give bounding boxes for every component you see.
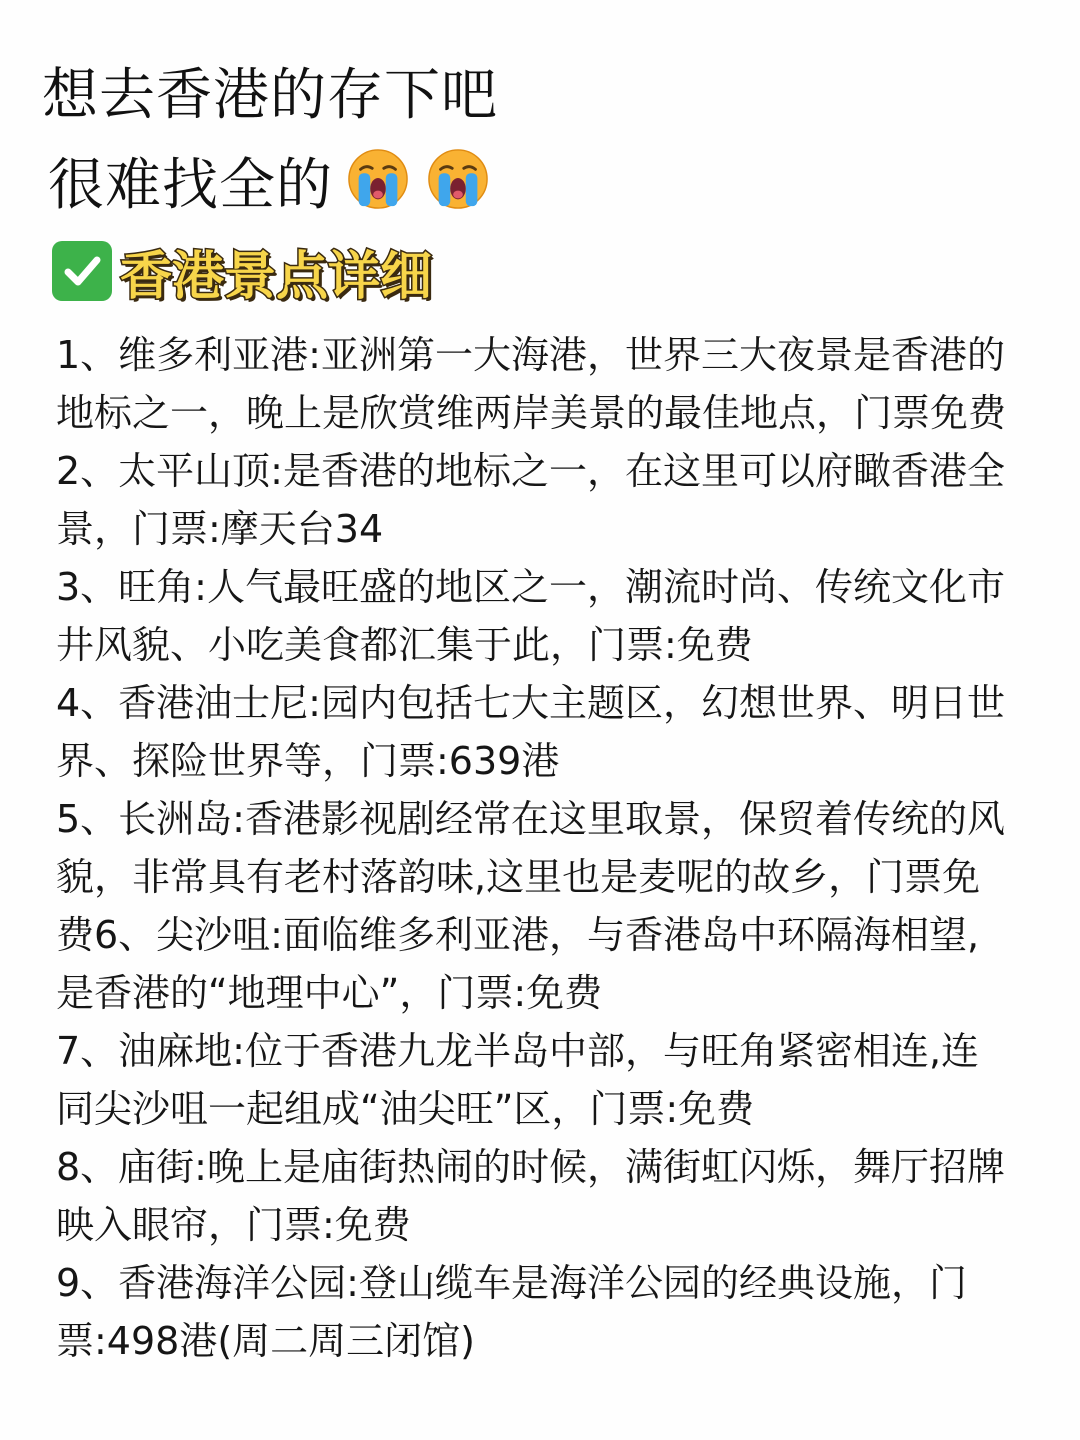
section-title: 香港景点详细 bbox=[120, 246, 433, 307]
list-item: 3、旺角:人气最旺盛的地区之一，潮流时尚、传统文化市井风貌、小吃美食都汇集于此，门票:免费 bbox=[56, 565, 1005, 667]
list-item: 9、香港海洋公园:登山缆车是海洋公园的经典设施，门票:498港(周二周三闭馆) bbox=[56, 1261, 967, 1363]
page-title-line-2 bbox=[48, 148, 489, 222]
list-item: 1、维多利亚港:亚洲第一大海港，世界三大夜景是香港的地标之一，晚上是欣赏维两岸美景的最佳地点，门票免费 bbox=[56, 333, 1007, 435]
page-title-line-1 bbox=[42, 60, 498, 132]
loudly-crying-face-icon bbox=[347, 148, 409, 210]
list-item: 5、长洲岛:香港影视剧经常在这里取景，保贸着传统的风貌，非常具有老村落韵味,这里也是麦呢的故乡，门票免费6、尖沙咀:面临维多利亚港，与香港岛中环隔海相望,是香港的“地理中心”，门票:免费 bbox=[56, 797, 1005, 1015]
title-text-1: 想去香港的存下吧 bbox=[42, 63, 498, 128]
list-item: 7、油麻地:位于香港九龙半岛中部，与旺角紧密相连,连同尖沙咀一起组成“油尖旺”区，门票:免费 bbox=[56, 1029, 980, 1131]
list-item: 8、庙街:晚上是庙街热闹的时候，满街虹闪烁，舞厅招牌映入眼帘，门票:免费 bbox=[56, 1145, 1005, 1247]
title-text-2: 很难找全的 bbox=[48, 153, 333, 218]
section-heading bbox=[52, 238, 433, 307]
list-item: 4、香港油士尼:园内包括七大主题区，幻想世界、明日世界、探险世界等，门票:639港 bbox=[56, 681, 1005, 783]
attractions-list bbox=[56, 326, 1016, 1370]
loudly-crying-face-icon bbox=[427, 148, 489, 210]
check-mark-button-icon bbox=[52, 241, 112, 301]
list-item: 2、太平山顶:是香港的地标之一，在这里可以府瞰香港全景，门票:摩天台34 bbox=[56, 449, 1005, 551]
